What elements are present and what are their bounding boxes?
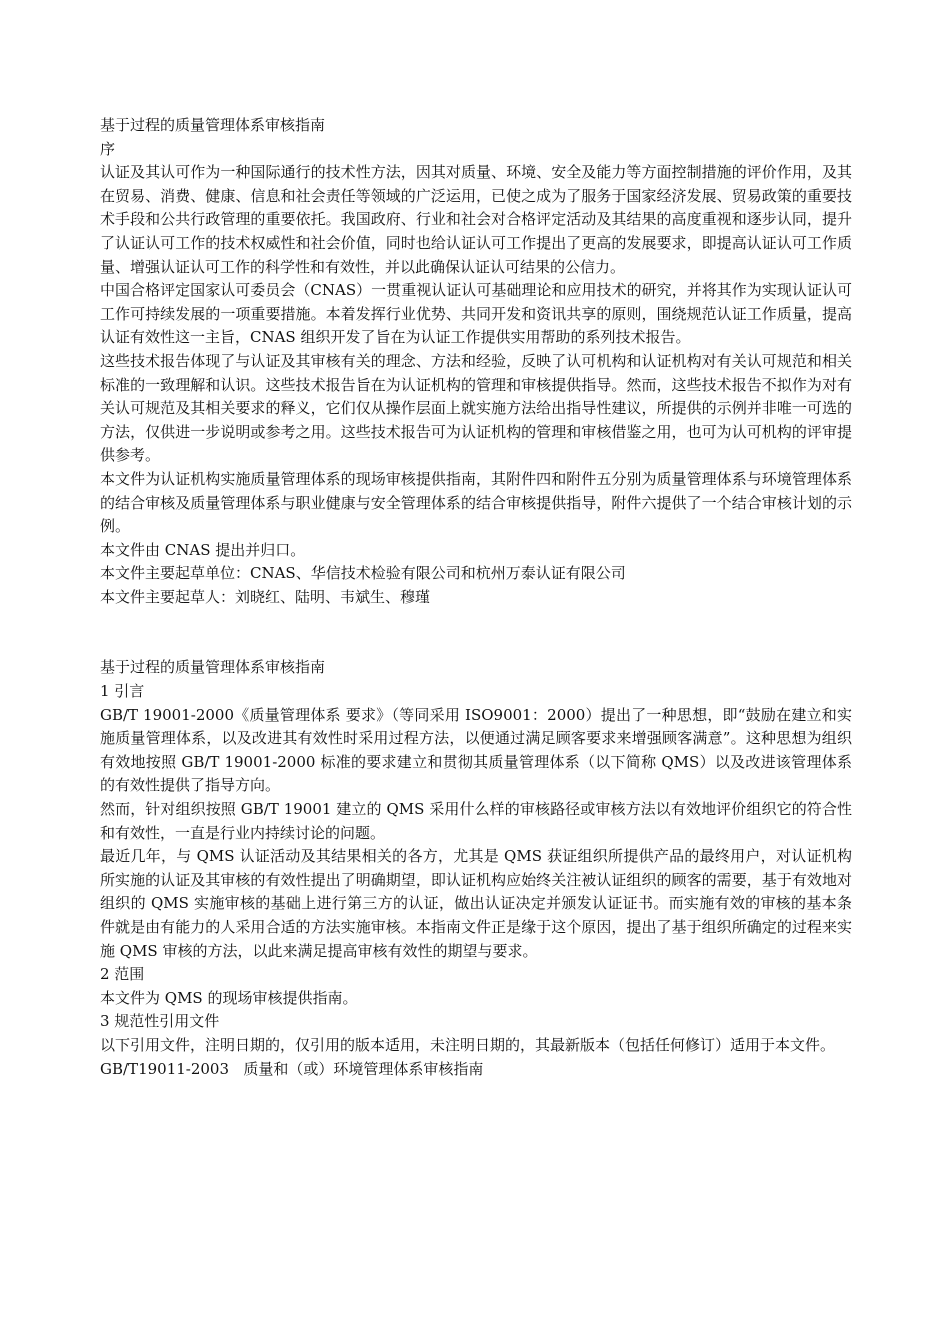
doc-title: 基于过程的质量管理体系审核指南	[100, 116, 326, 134]
scope-paragraph: 本文件为 QMS 的现场审核提供指南。	[100, 988, 358, 1007]
section-spacer	[100, 609, 852, 656]
preface-paragraph: 本文件主要起草人：刘晓红、陆明、韦斌生、穆瑾	[100, 587, 431, 606]
section-heading-normative-references: 3 规范性引用文件	[100, 1012, 220, 1031]
document-body	[100, 114, 852, 1081]
preface-paragraph: 本文件由 CNAS 提出并归口。	[100, 540, 306, 559]
intro-paragraph: 最近几年，与 QMS 认证活动及其结果相关的各方，尤其是 QMS 获证组织所提供产品的最终用户，对认证机构所实施的认证及其审核的有效性提出了明确期望，即认证机构应始终关注被认证组织的顾客的需要，基于有效地对组织的 QMS 实施审核的基础上进行第三方的认证，做出认证决定并颁发认证证书。而实施有效的审核的基本条件就是由有能力的人采用合适的方法实施审核。本指南文件正是缘于这个原因，提出了基于组织所确定的过程来实施 QMS 审核的方法，以此来满足提高审核有效性的期望与要求。	[100, 847, 852, 960]
preface-paragraph: 这些技术报告体现了与认证及其审核有关的理念、方法和经验，反映了认可机构和认证机构对有关认可规范和相关标准的一致理解和认识。这些技术报告旨在为认证机构的管理和审核提供指导。然而，这些技术报告不拟作为对有关认可规范及其相关要求的释义，它们仅从操作层面上就实施方法给出指导性建议，所提供的示例并非唯一可选的方法，仅供进一步说明或参考之用。这些技术报告可为认证机构的管理和审核借鉴之用，也可为认可机构的评审提供参考。	[100, 351, 852, 465]
reference-item: GB/T19011-2003 质量和（或）环境管理体系审核指南	[100, 1059, 484, 1078]
intro-paragraph: GB/T 19001-2000《质量管理体系 要求》（等同采用 ISO9001：2000）提出了一种思想，即“鼓励在建立和实施质量管理体系，以及改进其有效性时采用过程方法，以便通过满足顾客要求来增强顾客满意”。这种思想为组织有效地按照 GB/T 19001-2000 标准的要求建立和贯彻其质量管理体系（以下简称 QMS）以及改进该管理体系的有效性提供了指导方向。	[100, 705, 852, 795]
preface-paragraph: 认证及其认可作为一种国际通行的技术性方法，因其对质量、环境、安全及能力等方面控制措施的评价作用，及其在贸易、消费、健康、信息和社会责任等领域的广泛运用，已使之成为了服务于国家经济发展、贸易政策的重要技术手段和公共行政管理的重要依托。我国政府、行业和社会对合格评定活动及其结果的高度重视和逐步认同，提升了认证认可工作的技术权威性和社会价值，同时也给认证认可工作提出了更高的发展要求，即提高认证认可工作质量、增强认证认可工作的科学性和有效性，并以此确保认证认可结果的公信力。	[100, 163, 852, 276]
intro-paragraph: 然而，针对组织按照 GB/T 19001 建立的 QMS 采用什么样的审核路径或审核方法以有效地评价组织它的符合性和有效性，一直是行业内持续讨论的问题。	[100, 800, 852, 842]
preface-paragraph: 本文件主要起草单位：CNAS、华信技术检验有限公司和杭州万泰认证有限公司	[100, 564, 626, 583]
preface-paragraph: 中国合格评定国家认可委员会（CNAS）一贯重视认证认可基础理论和应用技术的研究，并将其作为实现认证认可工作可持续发展的一项重要措施。本着发挥行业优势、共同开发和资讯共享的原则，围绕规范认证工作质量，提高认证有效性这一主旨，CNAS 组织开发了旨在为认证工作提供实用帮助的系列技术报告。	[100, 281, 852, 347]
preface-paragraph: 本文件为认证机构实施质量管理体系的现场审核提供指南，其附件四和附件五分别为质量管理体系与环境管理体系的结合审核及质量管理体系与职业健康与安全管理体系的结合审核提供指导，附件六提供了一个结合审核计划的示例。	[100, 469, 852, 536]
references-paragraph: 以下引用文件，注明日期的，仅引用的版本适用，未注明日期的，其最新版本（包括任何修订）适用于本文件。	[100, 1035, 836, 1054]
preface-heading: 序	[100, 139, 116, 158]
guide-title: 基于过程的质量管理体系审核指南	[100, 658, 326, 677]
section-heading-scope: 2 范围	[100, 965, 145, 984]
section-heading-introduction: 1 引言	[100, 682, 145, 701]
